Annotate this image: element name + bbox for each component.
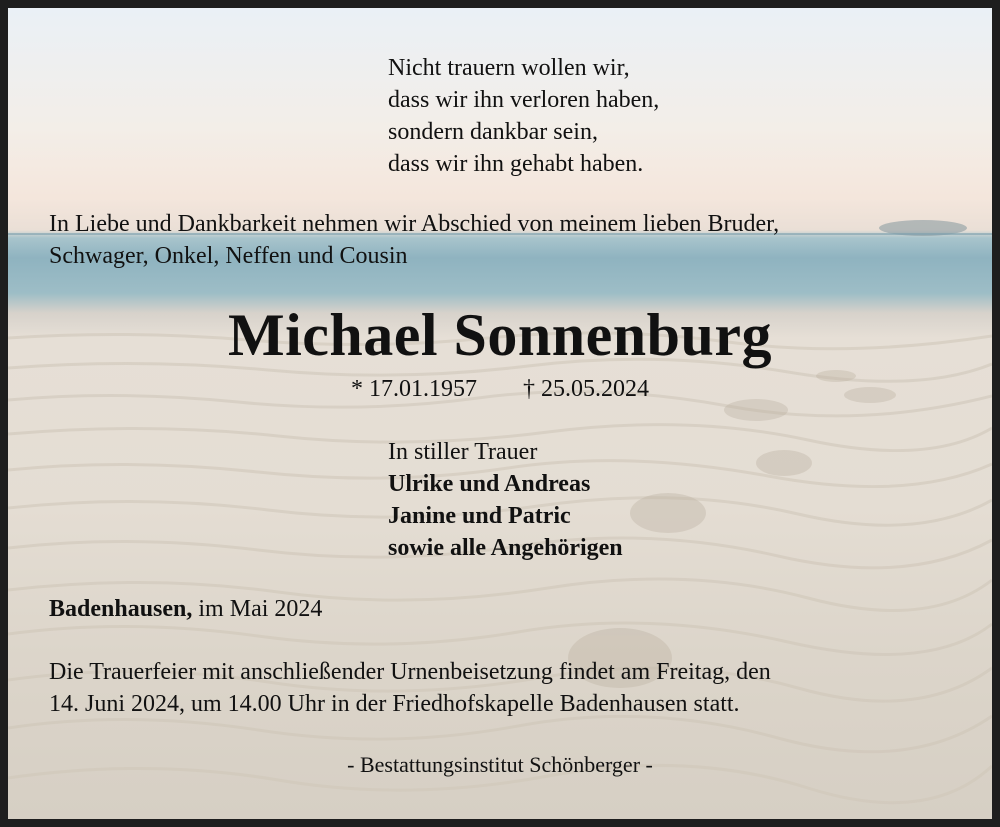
mourners-heading: In stiller Trauer: [388, 439, 538, 465]
life-dates: [8, 374, 992, 404]
obituary-card: [8, 8, 992, 819]
mourners-block: [388, 436, 623, 564]
poem: [388, 52, 659, 180]
intro-line: Schwager, Onkel, Neffen und Cousin: [49, 243, 408, 269]
date: im Mai 2024: [198, 596, 323, 622]
poem-line: dass wir ihn verloren haben,: [388, 87, 660, 113]
poem-line: Nicht trauern wollen wir,: [388, 55, 630, 81]
intro-line: In Liebe und Dankbarkeit nehmen wir Abschied von meinem lieben Bruder,: [49, 211, 780, 237]
place: Badenhausen,: [49, 596, 193, 622]
mourner-name: Ulrike und Andreas: [388, 471, 591, 497]
mourner-name: Janine und Patric: [388, 503, 571, 529]
poem-line: dass wir ihn gehabt haben.: [388, 151, 644, 177]
death-date: † 25.05.2024: [523, 376, 649, 402]
ceremony-line: 14. Juni 2024, um 14.00 Uhr in der Friedhofskapelle Badenhausen statt.: [49, 691, 740, 717]
ceremony-notice: [49, 656, 771, 720]
birth-date: * 17.01.1957: [351, 376, 477, 402]
place-date: [49, 593, 322, 625]
deceased-name: Michael Sonnenburg: [227, 302, 773, 368]
undertaker: - Bestattungsinstitut Schönberger -: [347, 752, 653, 777]
intro-text: [49, 208, 779, 272]
poem-line: sondern dankbar sein,: [388, 119, 598, 145]
ceremony-line: Die Trauerfeier mit anschließender Urnenbeisetzung findet am Freitag, den: [49, 659, 771, 685]
mourner-name: sowie alle Angehörigen: [388, 535, 623, 561]
